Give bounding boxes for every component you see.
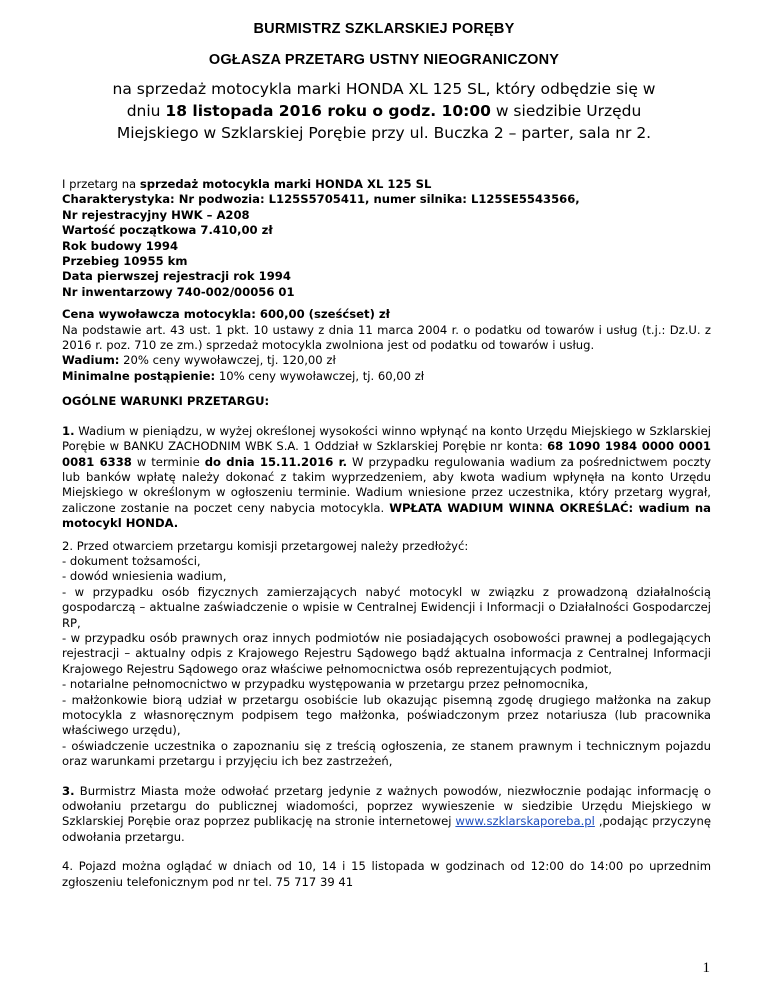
condition-3-text-a: Burmistrz Miasta może odwołać przetarg jedynie z ważnych powodów, niezwłocznie podając informację o odwołaniu przetargu do publicznej wiadomości, poprzez wywieszenie w siedzibie Urzędu Miejskiego w Szklarskiej Porębie oraz poprzez publikację na stronie internetowej xyxy=(62,783,711,829)
specs-block xyxy=(62,177,711,300)
specs-inventory: Nr inwentarzowy 740-002/00056 01 xyxy=(62,284,295,299)
deposit-text: 20% ceny wywoławczej, tj. 120,00 zł xyxy=(119,353,336,368)
document-body xyxy=(62,177,711,890)
intro-paragraph xyxy=(95,78,673,144)
condition-4: 4. Pojazd można oglądać w dniach od 10, 14 i 15 listopada w godzinach od 12:00 do 14:00 po uprzednim zgłoszeniu telefonicznym pod nr tel. 75 717 39 41 xyxy=(62,859,711,889)
condition-2-intro: 2. Przed otwarciem przetargu komisji przetargowej należy przedłożyć: xyxy=(62,538,469,553)
specs-mileage: Przebieg 10955 km xyxy=(62,254,188,269)
condition-3-text-b: ,podając przyczynę odwołania przetargu. xyxy=(62,814,711,844)
condition-1-number: 1. xyxy=(62,423,75,438)
condition-2-item: - w przypadku osób prawnych oraz innych podmiotów nie posiadających osobowości prawnej a podlegających rejestracji – aktualny odpis z Krajowego Rejestru Sądowego bądź aktualna informacja z Centralnej Informacji Krajowego Rejestru Sądowego oraz właściwe pełnomocnictwa osób reprezentujących podmiot, xyxy=(62,630,711,676)
condition-3-number: 3. xyxy=(62,783,75,798)
intro-text-part2: w siedzibie Urzędu Miejskiego w Szklarskiej Porębie przy ul. Buczka 2 – parter, sala nr 2. xyxy=(116,102,652,142)
intro-date: 18 listopada 2016 roku o godz. 10:00 xyxy=(165,102,491,120)
page-title: BURMISTRZ SZKLARSKIEJ PORĘBY xyxy=(253,21,515,37)
condition-2-item: - notarialne pełnomocnictwo w przypadku występowania w przetargu przez pełnomocnika, xyxy=(62,677,589,692)
condition-1-text-c: W przypadku regulowania wadium za pośrednictwem poczty lub banków wpłatę należy dokonać z takim wyprzedzeniem, aby kwota wadium wpłynęła na konto Urzędu Miejskiego w określonym w ogłoszeniu terminie. Wadium wniesione przez uczestnika, który przetarg wygrał, zaliczone zostanie na poczet ceny nabycia motocykla. xyxy=(62,454,711,515)
condition-1-text-b: w terminie xyxy=(131,454,205,469)
price-block xyxy=(62,307,711,384)
deposit-label: Wadium: xyxy=(62,353,120,368)
deposit-payment-note: WPŁATA WADIUM WINNA OKREŚLAĆ: wadium na motocykl HONDA. xyxy=(62,500,711,531)
condition-2-item: - oświadczenie uczestnika o zapoznaniu się z treścią ogłoszenia, ze stanem prawnym i technicznym pojazdu oraz warunkami przetargu i przyjęciu ich bez zastrzeżeń, xyxy=(62,738,711,769)
specs-first-registration: Data pierwszej rejestracji rok 1994 xyxy=(62,269,291,284)
specs-characteristics: Charakterystyka: Nr podwozia: L125S5705411, numer silnika: L125SE5543566, xyxy=(62,192,580,207)
condition-1-text-a: Wadium w pieniądzu, w wyżej określonej wysokości winno wpłynąć na konto Urzędu Miejskiego w Szklarskiej Porębie w BANKU ZACHODNIM WBK S.A. 1 Oddział w Szklarskiej Porębie nr konta: xyxy=(62,423,711,454)
condition-3 xyxy=(62,784,711,846)
condition-2-item: - dokument tożsamości, xyxy=(62,553,201,568)
deposit-deadline: do dnia 15.11.2016 r. xyxy=(204,454,348,469)
website-link[interactable]: www.szklarskaporeba.pl xyxy=(455,814,595,829)
condition-2-item: - dowód wniesienia wadium, xyxy=(62,569,227,584)
bank-account-number: 68 1090 1984 0000 0001 0081 6338 xyxy=(62,439,711,469)
tax-note: Na podstawie art. 43 ust. 1 pkt. 10 ustawy z dnia 11 marca 2004 r. o podatku od towarów i usług (t.j.: Dz.U. z 2016 r. poz. 710 ze zm.) sprzedaż motocykla zwolniona jest od podatku od towarów i usług. xyxy=(62,322,711,353)
min-bid-text: 10% ceny wywoławczej, tj. 60,00 zł xyxy=(215,368,425,383)
specs-line1-bold: sprzedaż motocykla marki HONDA XL 125 SL xyxy=(139,177,432,191)
conditions-heading: OGÓLNE WARUNKI PRZETARGU: xyxy=(62,394,270,409)
condition-2-item: - małżonkowie biorą udział w przetargu osobiście lub okazując pisemną zgodę drugiego małżonka na zakup motocykla z własnoręcznym podpisem tego małżonka, poświadczonym przez notariusza (lub pracownika właściwego urzędu), xyxy=(62,692,711,738)
page-number: 1 xyxy=(702,960,710,976)
condition-2-item: - w przypadku osób fizycznych zamierzających nabyć motocykl w związku z prowadzoną działalnością gospodarczą – aktualne zaświadczenie o wpisie w Centralnej Ewidencji i Informacji o Działalności Gospodarczej RP, xyxy=(62,584,711,630)
specs-initial-value: Wartość początkowa 7.410,00 zł xyxy=(62,223,273,238)
intro-text-part1: na sprzedaż motocykla marki HONDA XL 125 SL, który odbędzie się w dniu xyxy=(112,80,656,120)
min-bid-label: Minimalne postąpienie: xyxy=(62,368,216,383)
specs-year: Rok budowy 1994 xyxy=(62,238,179,253)
specs-registration: Nr rejestracyjny HWK – A208 xyxy=(62,207,250,222)
condition-1 xyxy=(62,424,711,532)
condition-2 xyxy=(62,539,711,770)
starting-price: Cena wywoławcza motocykla: 600,00 (sześćset) zł xyxy=(62,307,390,322)
page-subtitle: OGŁASZA PRZETARG USTNY NIEOGRANICZONY xyxy=(208,52,560,68)
specs-line1-prefix: I przetarg na xyxy=(62,177,140,191)
